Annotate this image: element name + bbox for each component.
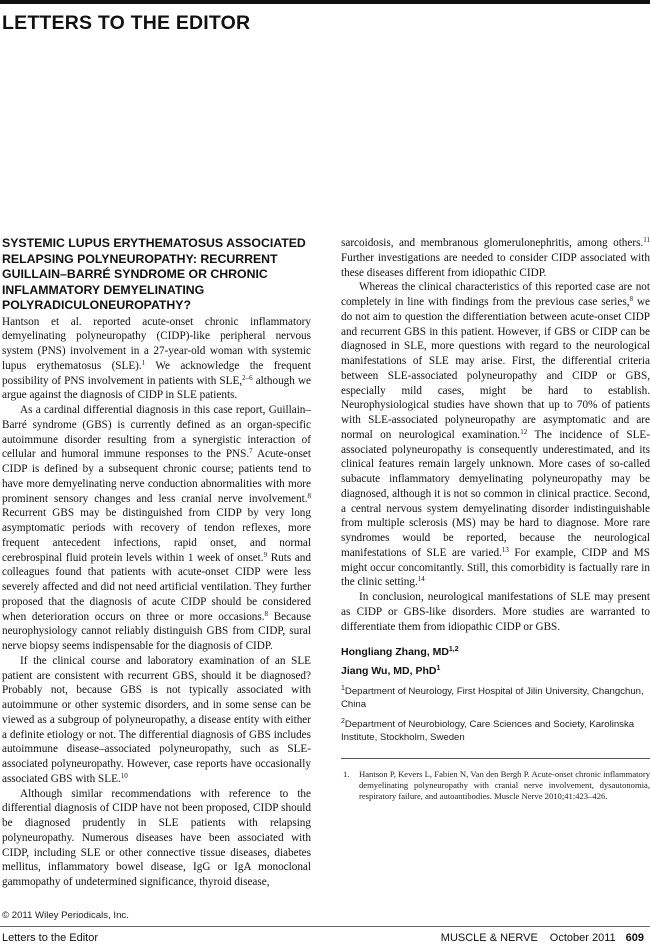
paragraph-3: If the clinical course and laboratory examination of an SLE patient are consistent with recurrent GBS, should it be diagnosed? Probably not, because GBS is not typically associated with autoimmune or other systemic disorders, and in some sense can be viewed as a subgroup of polyneuropathy, a disease entity with either a definite etiology or not. The differential diagnosis of GBS includes autoimmune disease–associated polyneuropathy, such as SLE-associated polyneuropathy. However, case reports have occasionally associated GBS with SLE.$^{10}$ [2,654,311,785]
top-rule [0,0,650,4]
issue-date: October 2011 [549,932,616,944]
copyright: © 2011 Wiley Periodicals, Inc. [2,910,129,921]
affiliation-1: $^1$Department of Neurology, First Hospital of Jilin University, Changchun, China [341,685,644,710]
journal-name: MUSCLE & NERVE [440,932,538,944]
paragraph-1: Hantson et al. reported acute-onset chronic inflammatory demyelinating polyneuropathy (CIDP)-like peripheral nervous system (PNS) involvement in a 27-year-old woman with systemic lupus erythematosus (SLE).$^1$ We acknowledge the frequent possibility of PNS involvement in patients with SLE,$^{2-6}$ although we argue against the diagnosis of CIDP in SLE patients. [2,315,312,402]
article-title: SYSTEMIC LUPUS ERYTHEMATOSUS ASSOCIATED RELAPSING POLYNEUROPATHY: RECURRENT GUILLAIN–BARRÉ SYNDROME OR CHRONIC INFLAMMATORY DEMYELINATING POLYRADICULONEUROPATHY? [2,236,306,312]
page-number: 609 [625,932,644,944]
author-2: Jiang Wu, MD, PhD$^1$ [341,665,441,678]
reference-1: 1. Hantson P, Kevers L, Fabien N, Van den Bergh P. Acute-onset chronic inflammatory demyelinating polyneuropathy with cranial nerve involvement, dysautonomia, respiratory failure, and autoantibodies. Muscle Nerve 2010;41:423–426. [343,769,650,802]
footer-rule [0,926,650,927]
paragraph-2: As a cardinal differential diagnosis in this case report, Guillain–Barré syndrome (GBS) is currently defined as an organ-specific autoimmune disorder resulting from a synergistic interaction of cellular and humoral immune responses to the PNS.$^7$ Acute-onset CIDP is defined by a subsequent chronic course; patients tend to have more demyelinating nerve conduction abnormalities with more prominent sensory changes and less cranial nerve involvement.$^8$ Recurrent GBS may be distinguished from CIDP by very long asymptomatic periods with recovery of tendon reflexes, more frequent antecedent infections, rapid onset, and normal cerebrospinal fluid protein levels within 1 week of onset.$^9$ Ruts and colleagues found that patients with acute-onset CIDP were less severely affected and did not need artificial ventilation. They further proposed that the diagnosis of acute CIDP should be considered when deterioration occurs on three or more occasions.$^8$ Because neurophysiology cannot reliably distinguish GBS from CIDP, sural nerve biopsy seems indispensable for the diagnosis of CIDP. [2,404,311,652]
paragraph-4: Although similar recommendations with reference to the differential diagnosis of CIDP have not been proposed, CIDP should be diagnosed prudently in SLE patients with relapsing polyneuropathy. Numerous diseases have been associated with CIDP, including SLE or other connective tissue diseases, diabetes mellitus, inflammatory bowel disease, IgG or IgA monoclonal gammopathy of undetermined significance, thyroid disease, [2,787,311,888]
right-column [341,236,650,802]
paragraph-5: Whereas the clinical characteristics of this reported case are not completely in line with findings from the previous case series,$^8$ we do not aim to question the differentiation between acute-onset CIDP and recurrent GBS in this patient. However, if GBS or CIDP can be diagnosed in SLE, more questions with regard to the neurological manifestations of SLE may arise. First, the differential criteria between SLE-associated polyneuropathy and CIDP or GBS, especially mild cases, might be hard to establish. Neurophysiological studies have shown that up to 70% of patients with SLE-associated polyneuropathy are asymptomatic and are normal on neurological examination.$^{12}$ The incidence of SLE-associated polyneuropathy is consequently underestimated, and its clinical features remain largely unknown. More cases of so-called subacute inflammatory demyelinating polyneuropathy may be diagnosed, although it is not so common in clinical practice. Second, a central nervous system demyelinating disorder indistinguishable from multiple sclerosis (MS) may be hard to diagnose. More rare syndromes would be reported, because the neurological manifestations of SLE are varied.$^{13}$ For example, CIDP and MS might occur concomitantly. Still, this comorbidity is factually rare in the clinic setting.$^{14}$ [341,281,650,589]
paragraph-6: In conclusion, neurological manifestations of SLE may present as CIDP or GBS-like disorders. More studies are warranted to differentiate them from idiopathic CIDP or GBS. [341,591,650,633]
left-column [2,236,311,890]
author-1: Hongliang Zhang, MD$^{1,2}$ [341,646,459,659]
footer-journal-info [441,932,644,944]
section-header: LETTERS TO THE EDITOR [2,12,251,34]
paragraph-4-continued: sarcoidosis, and membranous glomerulonephritis, among others.$^{11}$ Further investigations are needed to consider CIDP associated with these diseases different from idiopathic CIDP. [341,236,650,279]
references-rule [341,758,650,759]
affiliation-2: $^2$Department of Neurobiology, Care Sciences and Society, Karolinska Institute, Stockholm, Sweden [341,718,635,743]
footer-section-label: Letters to the Editor [2,932,98,944]
